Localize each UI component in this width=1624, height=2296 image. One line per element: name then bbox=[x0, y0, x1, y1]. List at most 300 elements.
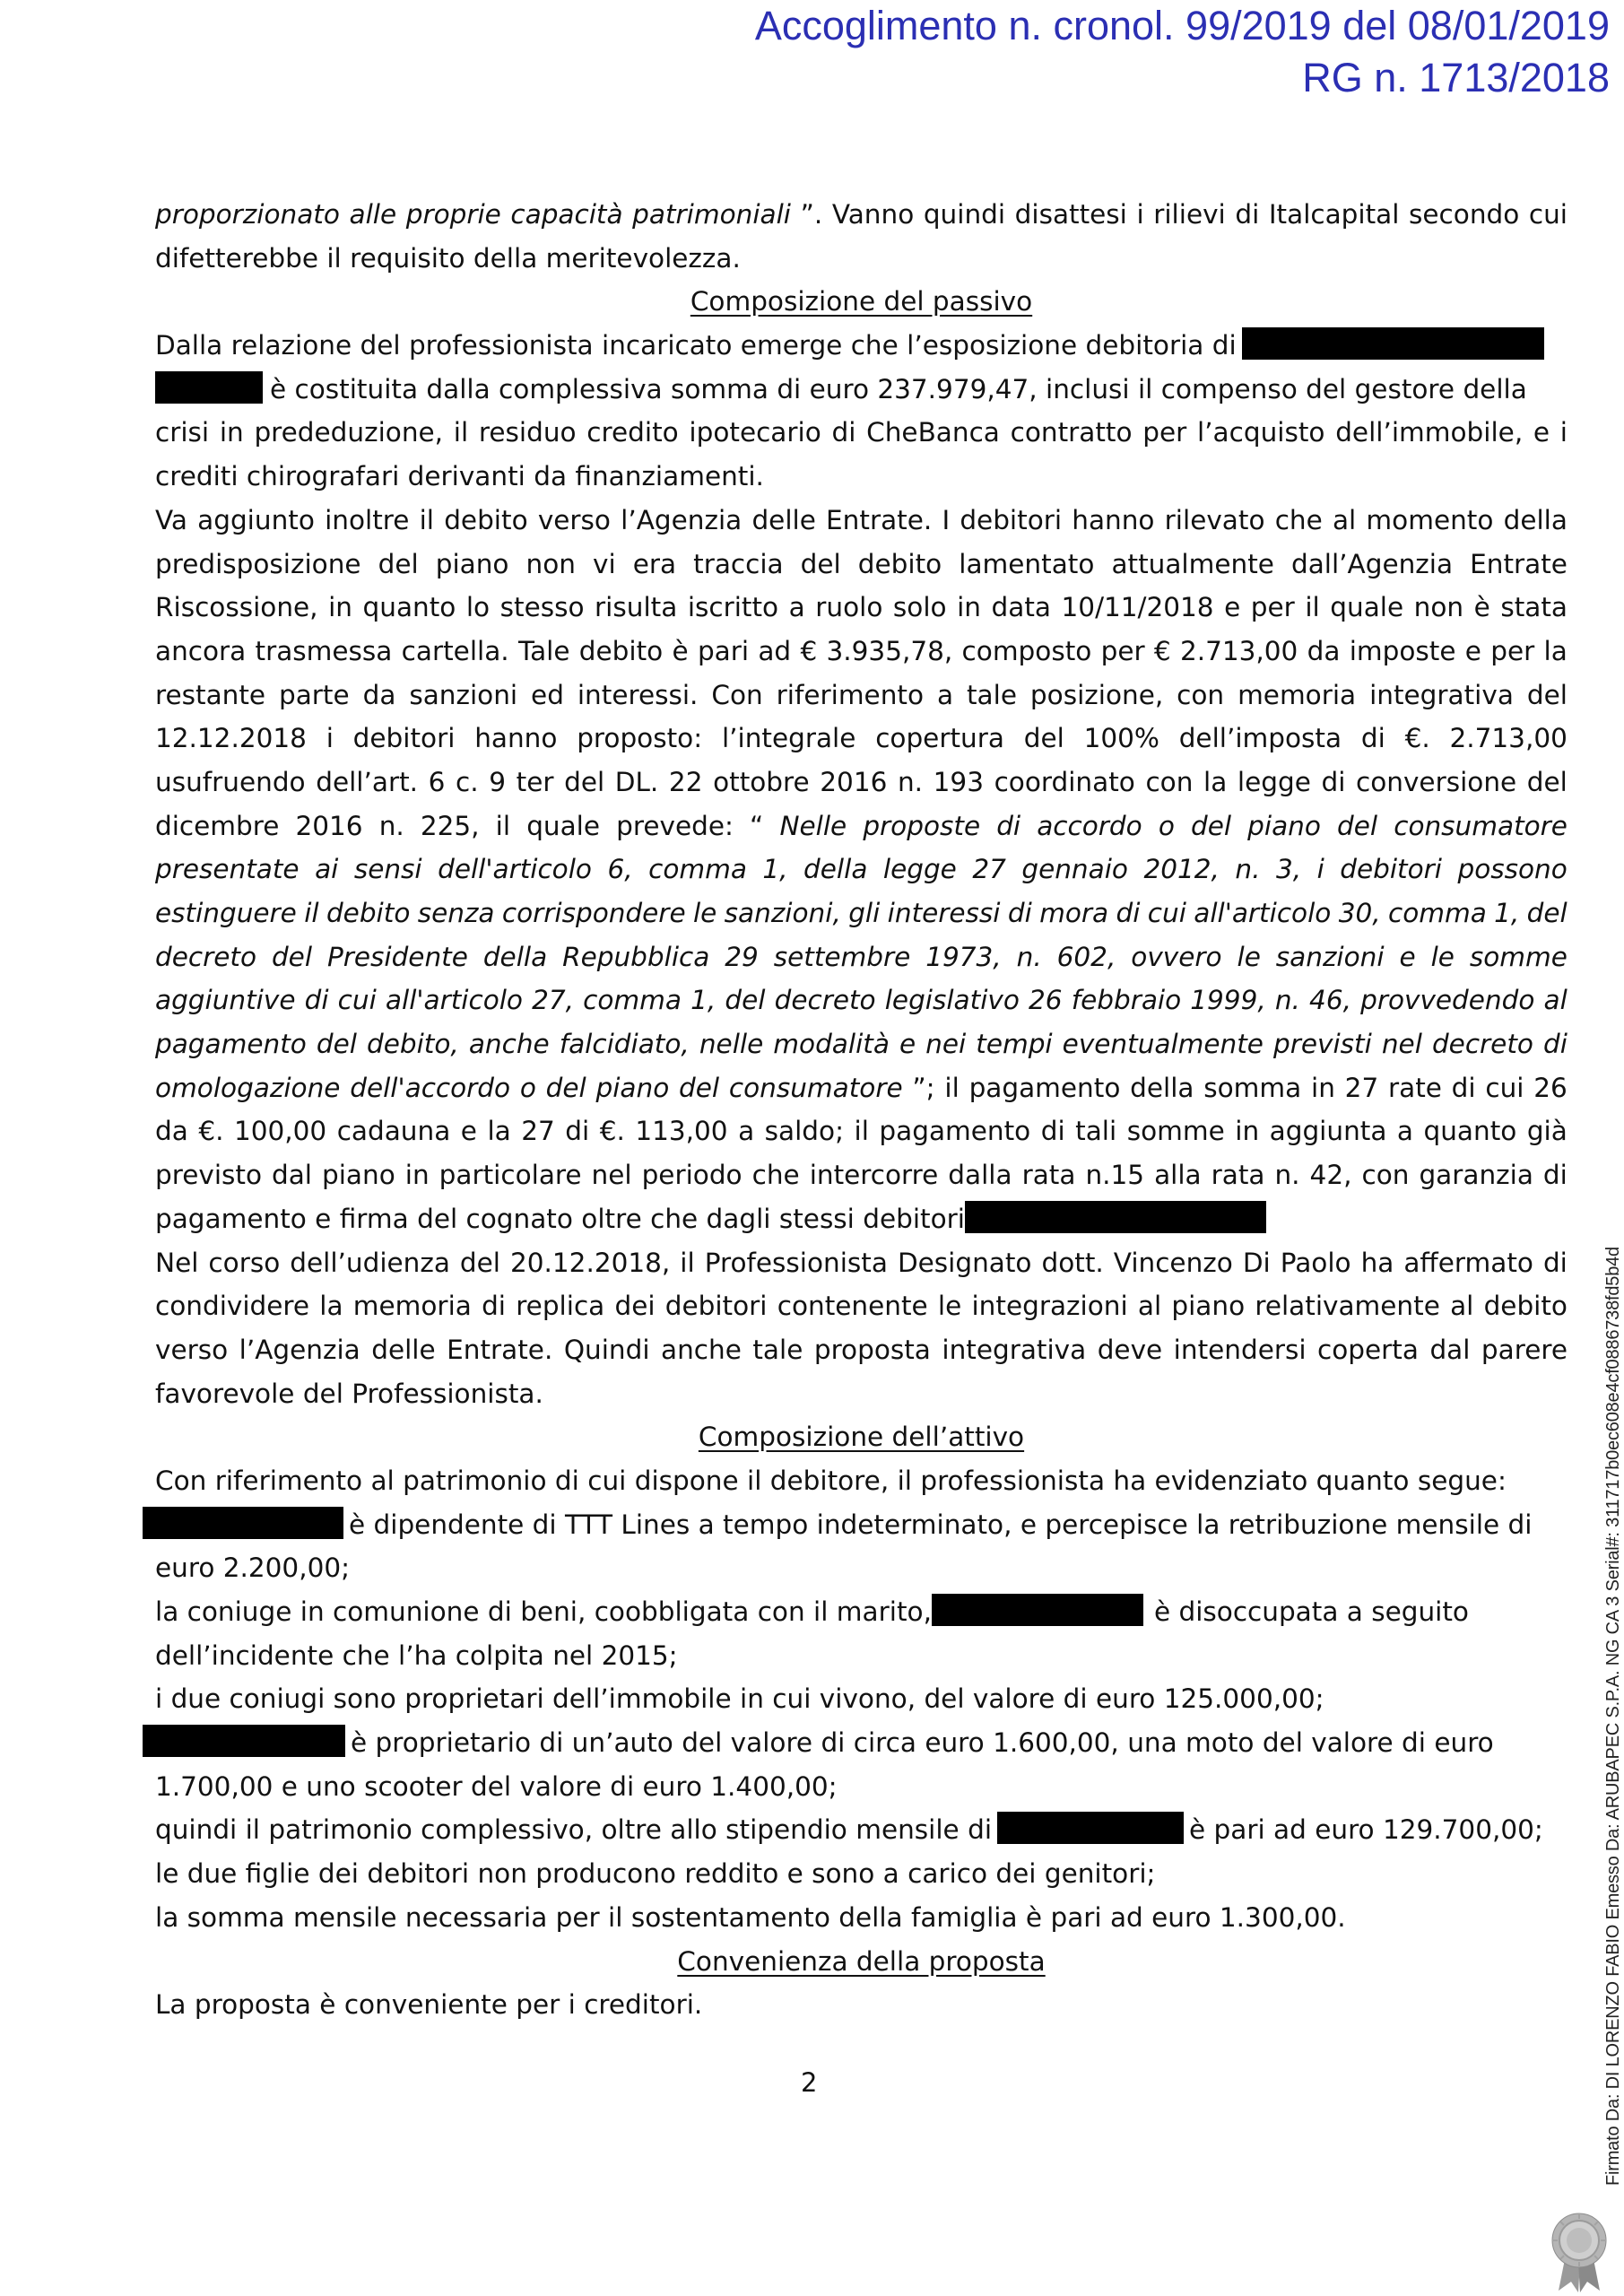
word: con bbox=[1361, 1160, 1410, 1191]
word: in bbox=[1235, 1116, 1260, 1147]
word: 1, bbox=[1494, 898, 1520, 928]
word: proposta bbox=[813, 1334, 931, 1365]
word: Professionista bbox=[704, 1247, 888, 1278]
word: di bbox=[1007, 898, 1032, 928]
redaction-box bbox=[1242, 327, 1544, 360]
word: il bbox=[419, 504, 435, 535]
word: 2016 bbox=[295, 810, 363, 841]
word: del bbox=[725, 985, 766, 1016]
word: verso bbox=[155, 1334, 229, 1365]
word: del bbox=[378, 548, 419, 579]
word: posizione, bbox=[1029, 679, 1164, 710]
word: decreto bbox=[1431, 1029, 1533, 1060]
word: corrispondere bbox=[501, 898, 686, 928]
word: dal bbox=[1429, 1334, 1471, 1365]
text-line bbox=[155, 978, 1568, 1022]
word: all'articolo bbox=[385, 985, 523, 1016]
word: ter bbox=[516, 766, 554, 797]
word: consumatore bbox=[1394, 810, 1568, 841]
document-body bbox=[155, 193, 1568, 2027]
word: piano bbox=[435, 548, 509, 579]
word: Repubblica bbox=[562, 941, 710, 972]
word: sanzioni bbox=[409, 679, 518, 710]
word: della bbox=[1130, 1072, 1194, 1103]
word: in bbox=[219, 417, 244, 448]
word: coordinato bbox=[994, 766, 1135, 797]
word: Designato bbox=[897, 1247, 1032, 1278]
word: dicembre bbox=[155, 810, 280, 841]
word: eventualmente bbox=[1062, 1029, 1264, 1060]
word: cartella. bbox=[401, 635, 509, 666]
word: con bbox=[1177, 679, 1225, 710]
word: 10/11/2018 bbox=[1061, 592, 1214, 623]
redaction-box bbox=[932, 1594, 1143, 1626]
word: restante bbox=[155, 679, 266, 710]
word: i bbox=[1136, 199, 1144, 230]
word: gennaio bbox=[1021, 854, 1128, 885]
text-line bbox=[155, 630, 1568, 674]
word: stesso bbox=[499, 592, 585, 623]
text-line: pagamento e firma del cognato oltre che dagli stessi debitori bbox=[155, 1197, 1568, 1241]
word: al bbox=[1137, 1291, 1162, 1322]
word: a bbox=[738, 1116, 755, 1147]
word: n.15 bbox=[1085, 1160, 1145, 1191]
word: integrazioni bbox=[971, 1291, 1128, 1322]
word: 225, bbox=[420, 810, 480, 841]
word: già bbox=[1526, 1116, 1568, 1147]
word: pagamento bbox=[155, 1029, 307, 1060]
document-header bbox=[755, 0, 1610, 104]
word: 3, bbox=[1275, 854, 1302, 885]
word: credito bbox=[586, 417, 679, 448]
word: cadauna bbox=[336, 1116, 451, 1147]
word: tale bbox=[966, 679, 1017, 710]
text-line bbox=[155, 848, 1568, 891]
text-line: crediti chirografari derivanti da finanziamenti. bbox=[155, 461, 764, 492]
text-line bbox=[155, 1022, 1568, 1066]
word: hanno bbox=[1072, 504, 1155, 535]
word: del bbox=[545, 1072, 586, 1103]
word: l’integrale bbox=[721, 723, 856, 754]
word: debitori bbox=[664, 1291, 768, 1322]
word: disattesi bbox=[1014, 199, 1127, 230]
redaction-box bbox=[965, 1201, 1266, 1233]
word: alla bbox=[1154, 1160, 1202, 1191]
word: 2.713,00 bbox=[1179, 635, 1298, 666]
word: di bbox=[482, 1291, 506, 1322]
word: piano bbox=[595, 1072, 670, 1103]
word: 12.12.2018 bbox=[155, 723, 307, 754]
word: ruolo bbox=[815, 592, 883, 623]
word: a bbox=[1396, 1116, 1413, 1147]
word: dell’immobile, bbox=[1335, 417, 1524, 448]
word: di bbox=[831, 417, 856, 448]
word: l’acquisto bbox=[1196, 417, 1325, 448]
word: trasmessa bbox=[255, 635, 393, 666]
word: rata bbox=[1021, 1160, 1076, 1191]
word: €. bbox=[198, 1116, 224, 1147]
text-line bbox=[155, 1328, 1568, 1372]
word: rata bbox=[1211, 1160, 1265, 1191]
text-line: La proposta è conveniente per i creditori. bbox=[155, 1989, 703, 2021]
word: 27, bbox=[532, 985, 575, 1016]
word: da bbox=[155, 1116, 188, 1147]
word: al bbox=[1450, 1291, 1474, 1322]
word: con bbox=[1145, 766, 1194, 797]
word: e bbox=[1399, 941, 1416, 972]
word: previsti bbox=[1273, 1029, 1372, 1060]
word: condividere bbox=[155, 1291, 310, 1322]
word: non bbox=[525, 548, 576, 579]
word: decreto bbox=[155, 941, 256, 972]
word: aggiunta bbox=[1269, 1116, 1387, 1147]
word: prededuzione, bbox=[254, 417, 444, 448]
word: Va bbox=[155, 504, 187, 535]
word: per bbox=[1142, 417, 1187, 448]
word: 2016 bbox=[820, 766, 888, 797]
word: Nel bbox=[155, 1247, 199, 1278]
word: febbraio bbox=[1071, 985, 1182, 1016]
word: anche bbox=[661, 1334, 742, 1365]
word: la bbox=[1203, 766, 1228, 797]
word: anche bbox=[468, 1029, 550, 1060]
word: debitori bbox=[1340, 854, 1443, 885]
text-line bbox=[155, 586, 1568, 630]
word: possono bbox=[1457, 854, 1568, 885]
word: per bbox=[1100, 635, 1145, 666]
word: decreto bbox=[774, 985, 876, 1016]
word: “ bbox=[750, 810, 764, 841]
word: debito bbox=[444, 504, 528, 535]
word: cui bbox=[1485, 1072, 1524, 1103]
word: dal bbox=[272, 1160, 312, 1191]
word: particolare bbox=[439, 1160, 582, 1191]
word: risulta bbox=[595, 592, 678, 623]
section-heading-passivo: Composizione del passivo bbox=[690, 286, 1033, 317]
word: il bbox=[304, 898, 319, 928]
text-line bbox=[155, 411, 1568, 455]
word: 20.12.2018, bbox=[510, 1247, 671, 1278]
text-line bbox=[155, 1241, 1568, 1285]
word: lo bbox=[465, 592, 491, 623]
word: e bbox=[1533, 417, 1550, 448]
word: cui bbox=[1147, 898, 1186, 928]
word: Di bbox=[1242, 1247, 1271, 1278]
word: per bbox=[1250, 592, 1295, 623]
word: quale bbox=[1330, 592, 1404, 623]
word: sanzioni, bbox=[724, 898, 841, 928]
word: era bbox=[632, 548, 677, 579]
word: integrativa bbox=[1369, 679, 1514, 710]
word: quanto bbox=[1423, 1116, 1517, 1147]
word: il bbox=[453, 417, 469, 448]
word: sensi bbox=[353, 854, 422, 885]
word: che bbox=[751, 1160, 800, 1191]
word: in bbox=[404, 1160, 430, 1191]
word: verso bbox=[537, 504, 611, 535]
word: il bbox=[854, 1116, 869, 1147]
text-line bbox=[155, 499, 1568, 543]
word: provvedendo bbox=[1360, 985, 1535, 1016]
word: debito bbox=[857, 548, 942, 579]
word: mora bbox=[1039, 898, 1109, 928]
word: nei bbox=[925, 1029, 967, 1060]
word: dalla bbox=[948, 1160, 1012, 1191]
word: traccia bbox=[693, 548, 784, 579]
word: di bbox=[565, 1116, 590, 1147]
word: Italcapital bbox=[1268, 199, 1400, 230]
word: tali bbox=[1075, 1116, 1117, 1147]
word: composto bbox=[961, 635, 1092, 666]
word: memoria bbox=[352, 1291, 472, 1322]
word: stata bbox=[1500, 592, 1568, 623]
word: legislativo bbox=[884, 985, 1020, 1016]
word: n. bbox=[1274, 985, 1300, 1016]
digital-signature-note: Firmato Da: DI LORENZO FABIO Emesso Da: ARUBAPEC S.P.A. NG CA 3 Serial#: 311717b0ec608e4cf0886738fd5b4d bbox=[1603, 1247, 1623, 2186]
word: modalità bbox=[773, 1029, 890, 1060]
word: 100,00 bbox=[233, 1116, 327, 1147]
word: garanzia bbox=[1419, 1160, 1533, 1191]
word: copertura bbox=[875, 723, 1004, 754]
word: somme bbox=[1126, 1116, 1225, 1147]
word: la bbox=[1543, 635, 1568, 666]
section-heading-convenienza: Convenienza della proposta bbox=[677, 1945, 1046, 1977]
word: n. bbox=[378, 810, 404, 841]
text-line bbox=[155, 761, 1568, 804]
word: debito, bbox=[366, 1029, 459, 1060]
text-line bbox=[155, 1109, 1568, 1153]
word: n. bbox=[1235, 854, 1261, 885]
text-line: Con riferimento al patrimonio di cui dispone il debitore, il professionista ha evidenziato quanto segue: bbox=[155, 1465, 1507, 1496]
word: dei bbox=[614, 1291, 656, 1322]
word: del bbox=[271, 941, 313, 972]
word: solo bbox=[892, 592, 947, 623]
word: aggiuntive bbox=[155, 985, 296, 1016]
header-chronology: Accoglimento n. cronol. 99/2019 del 08/01/2019 bbox=[754, 3, 1610, 48]
word: di bbox=[1116, 898, 1141, 928]
word: ”. bbox=[800, 199, 823, 230]
word: piano bbox=[1171, 1291, 1246, 1322]
word: ancora bbox=[155, 635, 247, 666]
text-line: 1.700,00 e uno scooter del valore di euro 1.400,00; bbox=[155, 1770, 838, 1802]
word: Entrate. bbox=[826, 504, 933, 535]
word: di bbox=[1543, 1029, 1568, 1060]
word: interessi bbox=[887, 898, 1001, 928]
word: debitori bbox=[960, 504, 1063, 535]
word: di bbox=[1235, 199, 1260, 230]
word: 1, bbox=[762, 854, 788, 885]
word: omologazione bbox=[155, 1072, 341, 1103]
word: della bbox=[803, 854, 868, 885]
word: DL. bbox=[614, 766, 659, 797]
word: iscritto bbox=[687, 592, 779, 623]
word: usufruendo bbox=[155, 766, 306, 797]
word: Tale bbox=[517, 635, 570, 666]
word: di bbox=[304, 985, 329, 1016]
word: gli bbox=[848, 898, 881, 928]
word: per bbox=[1490, 635, 1535, 666]
word: delle bbox=[751, 504, 816, 535]
word: Vincenzo bbox=[1113, 1247, 1233, 1278]
word: 6, bbox=[607, 854, 633, 885]
word: residuo bbox=[478, 417, 577, 448]
word: i bbox=[1316, 854, 1324, 885]
word: n. bbox=[897, 766, 924, 797]
word: dell’imposta bbox=[1178, 723, 1342, 754]
word: a bbox=[788, 592, 805, 623]
word: i bbox=[1559, 417, 1568, 448]
word: contenente bbox=[777, 1291, 928, 1322]
word: quindi bbox=[923, 199, 1006, 230]
word: debito bbox=[1483, 1291, 1568, 1322]
word: proprie bbox=[405, 199, 501, 230]
word: nelle bbox=[699, 1029, 764, 1060]
word: della bbox=[1503, 504, 1568, 535]
word: 27 bbox=[521, 1116, 555, 1147]
redaction-box bbox=[143, 1507, 343, 1539]
word: relativamente bbox=[1255, 1291, 1440, 1322]
word: dell'articolo bbox=[438, 854, 592, 885]
word: coperta bbox=[1317, 1334, 1419, 1365]
word: 113,00 bbox=[635, 1116, 728, 1147]
word: di bbox=[1542, 1247, 1568, 1278]
word: presentate bbox=[155, 854, 300, 885]
word: contratto bbox=[1010, 417, 1133, 448]
page-number: 2 bbox=[801, 2067, 818, 2098]
word: integrativa bbox=[942, 1334, 1087, 1365]
word: debitori bbox=[352, 723, 456, 754]
word: l’Agenzia bbox=[621, 504, 743, 535]
word: attualmente bbox=[1111, 548, 1274, 579]
text-line bbox=[155, 717, 1568, 761]
word: parte bbox=[279, 679, 350, 710]
certification-seal-icon bbox=[1539, 2208, 1620, 2293]
word: 2.713,00 bbox=[1449, 723, 1568, 754]
word: il bbox=[680, 1247, 695, 1278]
text-line: favorevole del Professionista. bbox=[155, 1378, 543, 1409]
word: corso bbox=[208, 1247, 281, 1278]
word: crisi bbox=[155, 417, 210, 448]
word: debito bbox=[578, 635, 664, 666]
word: tempi bbox=[976, 1029, 1053, 1060]
word: falcidiato, bbox=[559, 1029, 690, 1060]
word: dott. bbox=[1041, 1247, 1104, 1278]
word: all'articolo bbox=[1194, 898, 1332, 928]
text-line: è proprietario di un’auto del valore di circa euro 1.600,00, una moto del valore di euro bbox=[143, 1721, 1568, 1765]
text-line bbox=[155, 543, 1568, 587]
word: aggiunto bbox=[197, 504, 315, 535]
word: l’Agenzia bbox=[239, 1334, 360, 1365]
word: dall’Agenzia bbox=[1290, 548, 1454, 579]
word: 602, bbox=[1056, 941, 1116, 972]
text-line bbox=[155, 674, 1568, 718]
word: di bbox=[1040, 1116, 1065, 1147]
text-line: euro 2.200,00; bbox=[155, 1552, 351, 1584]
word: 9 bbox=[489, 766, 507, 797]
word: legge bbox=[1237, 766, 1311, 797]
word: vi bbox=[593, 548, 616, 579]
word: replica bbox=[516, 1291, 605, 1322]
text-line bbox=[155, 193, 1568, 237]
word: deve bbox=[1097, 1334, 1163, 1365]
word: i bbox=[326, 723, 334, 754]
word: e bbox=[1224, 592, 1241, 623]
section-heading-attivo: Composizione dell’attivo bbox=[698, 1422, 1025, 1453]
word: 1999, bbox=[1190, 985, 1266, 1016]
word: di bbox=[1360, 723, 1385, 754]
word: da bbox=[1307, 635, 1341, 666]
text-line: è costituita dalla complessiva somma di euro 237.979,47, inclusi il compenso del gestore della bbox=[155, 368, 1568, 412]
text-line bbox=[155, 1284, 1568, 1328]
word: e bbox=[460, 1116, 477, 1147]
word: ha bbox=[1360, 1247, 1394, 1278]
word: debito bbox=[326, 898, 411, 928]
word: lamentato bbox=[959, 548, 1095, 579]
word: di bbox=[1451, 1072, 1476, 1103]
word: al bbox=[1543, 985, 1568, 1016]
word: conversione bbox=[1356, 766, 1517, 797]
word: pagamento bbox=[879, 1116, 1031, 1147]
word: pagamento bbox=[968, 1072, 1121, 1103]
word: proposte bbox=[863, 810, 981, 841]
word: le bbox=[937, 1291, 962, 1322]
word: cui bbox=[337, 985, 377, 1016]
word: imposte bbox=[1349, 635, 1456, 666]
word: o bbox=[1158, 810, 1175, 841]
word: e bbox=[899, 1029, 916, 1060]
word: del bbox=[1526, 679, 1568, 710]
word: hanno bbox=[474, 723, 558, 754]
word: 46, bbox=[1309, 985, 1351, 1016]
word: n. bbox=[1016, 941, 1042, 972]
word: momento bbox=[1366, 504, 1494, 535]
word: il bbox=[495, 810, 511, 841]
word: del bbox=[1190, 810, 1232, 841]
word: le bbox=[1430, 941, 1455, 972]
word: del bbox=[679, 1072, 720, 1103]
word: di bbox=[996, 810, 1021, 841]
word: intercorre bbox=[809, 1160, 939, 1191]
word: data bbox=[991, 592, 1051, 623]
word: 26 bbox=[1029, 985, 1063, 1016]
word: del bbox=[1337, 810, 1378, 841]
word: € bbox=[1153, 635, 1171, 666]
word: somme bbox=[1469, 941, 1568, 972]
word: 1, bbox=[690, 985, 716, 1016]
word: periodo bbox=[641, 1160, 743, 1191]
redaction-box bbox=[155, 371, 263, 404]
word: che bbox=[1274, 504, 1323, 535]
word: ipotecario bbox=[689, 417, 821, 448]
word: del bbox=[1526, 898, 1568, 928]
text-line: quindi il patrimonio complessivo, oltre allo stipendio mensile di è pari ad euro 129.700,00; bbox=[155, 1808, 1568, 1852]
word: dell'accordo bbox=[350, 1072, 511, 1103]
word: somma bbox=[1203, 1072, 1302, 1103]
text-line: le due figlie dei debitori non producono reddito e sono a carico dei genitori; bbox=[155, 1858, 1156, 1890]
word: di bbox=[1321, 766, 1346, 797]
word: non bbox=[1413, 592, 1464, 623]
word: inoltre bbox=[325, 504, 410, 535]
word: parere bbox=[1481, 1334, 1568, 1365]
word: del bbox=[1023, 723, 1064, 754]
word: la bbox=[319, 1291, 343, 1322]
word: ed bbox=[531, 679, 564, 710]
word: nel bbox=[1381, 1029, 1422, 1060]
word: estinguere bbox=[155, 898, 297, 928]
word: sanzioni bbox=[1275, 941, 1385, 972]
word: cui bbox=[1528, 199, 1568, 230]
word: Vanno bbox=[831, 199, 915, 230]
